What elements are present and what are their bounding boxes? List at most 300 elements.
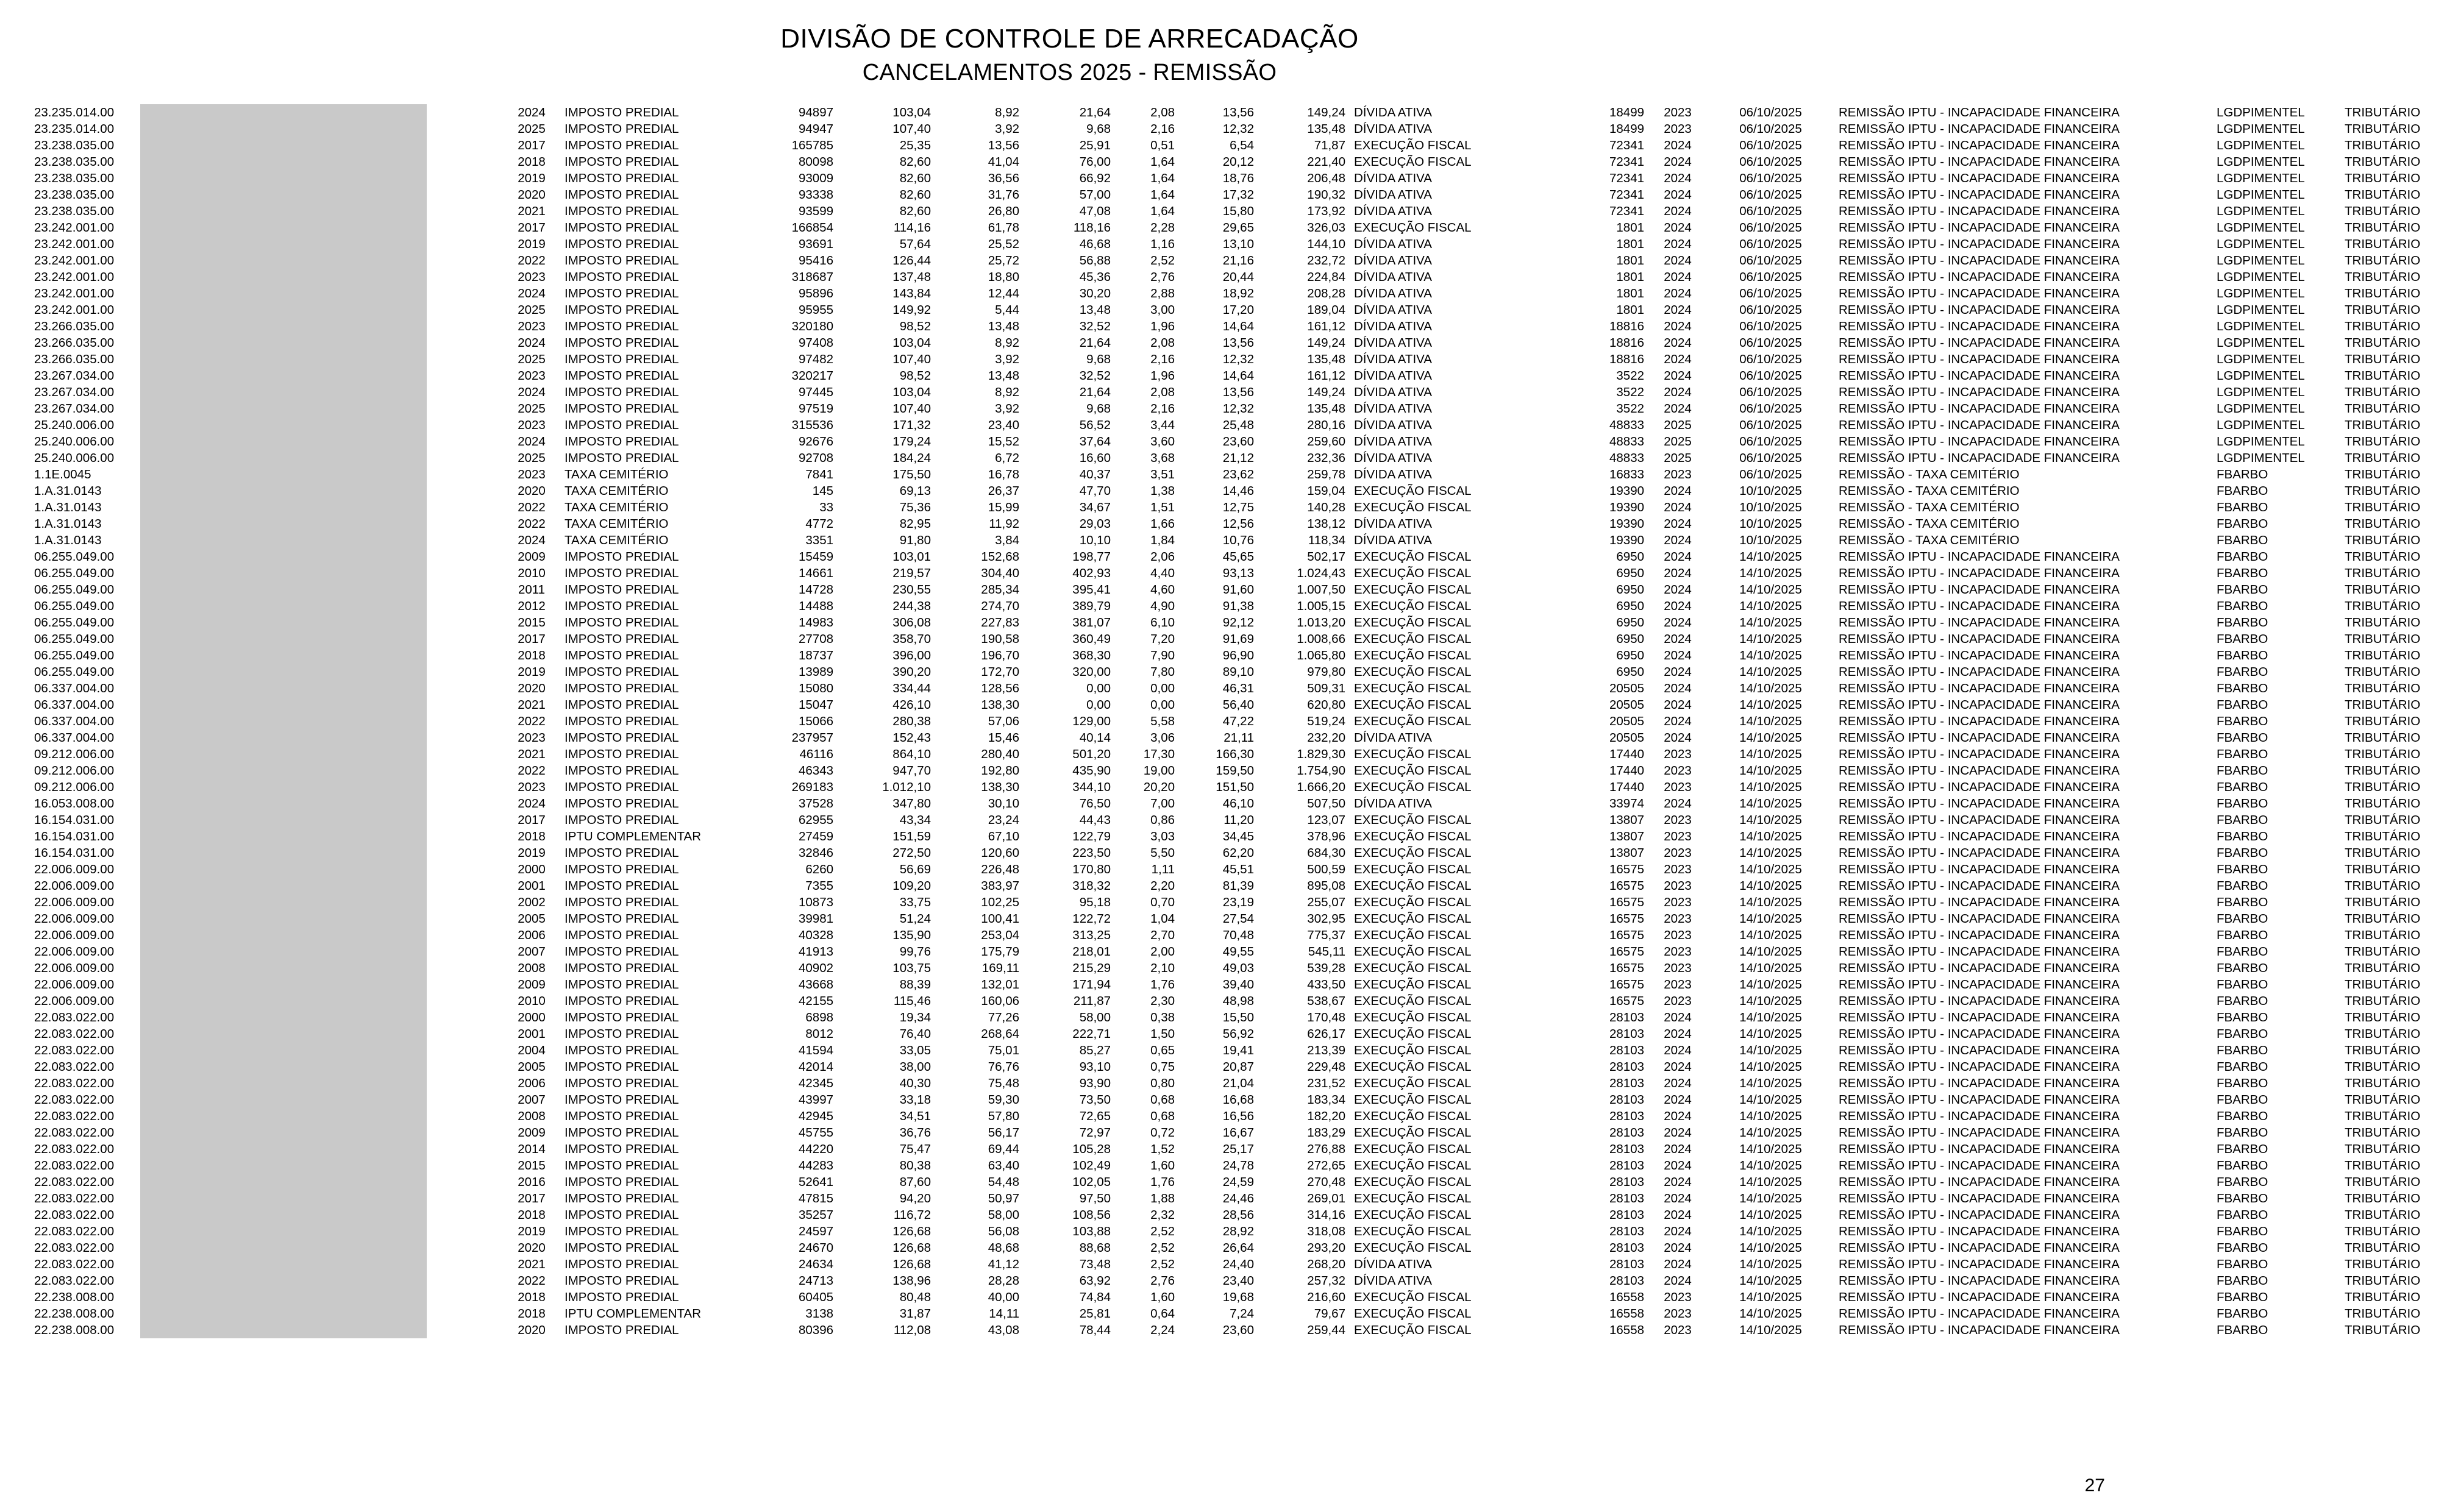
cell-motivo: REMISSÃO IPTU - INCAPACIDADE FINANCEIRA [1839,1273,2120,1288]
cell-data: 06/10/2025 [1739,105,1802,119]
cell-valor: 98,52 [899,368,931,383]
cell-exercicio: 2021 [518,697,546,712]
cell-juros: 41,04 [988,154,1019,169]
cell-usuario: FBARBO [2217,878,2268,893]
cell-valor: 31,87 [899,1306,931,1321]
cell-juros: 61,78 [988,220,1019,235]
cell-spacer [458,1322,501,1338]
cell-natureza: TRIBUTÁRIO [2345,401,2421,416]
cell-motivo: REMISSÃO IPTU - INCAPACIDADE FINANCEIRA [1839,763,2120,778]
cell-total: 318,08 [1307,1224,1345,1238]
cell-juros: 63,40 [988,1158,1019,1173]
cell-tributo: IMPOSTO PREDIAL [565,796,679,811]
cell-total: 519,24 [1307,714,1345,728]
cell-documento: 97519 [798,401,833,416]
cell-multa: 73,50 [1079,1092,1111,1107]
cell-data: 14/10/2025 [1739,1158,1802,1173]
cell-inscricao: 1.A.31.0143 [34,516,102,531]
cell-juros: 56,08 [988,1224,1019,1238]
cell-documento: 24634 [798,1257,833,1271]
cell-spacer [458,1256,501,1272]
cell-spacer [458,384,501,400]
cell-usuario: FBARBO [2217,730,2268,745]
cell-inscricao: 06.255.049.00 [34,615,115,630]
cell-usuario: FBARBO [2217,566,2268,580]
cell-documento: 14661 [798,566,833,580]
cell-spacer [458,104,501,121]
cell-taxa: 28,92 [1222,1224,1254,1238]
cell-situacao: DÍVIDA ATIVA [1354,286,1432,300]
cell-tributo: IMPOSTO PREDIAL [565,1174,679,1189]
cell-data: 14/10/2025 [1739,1076,1802,1090]
cell-inscricao: 06.255.049.00 [34,631,115,646]
cell-multa: 25,81 [1079,1306,1111,1321]
cell-tributo: IMPOSTO PREDIAL [565,681,679,695]
cell-inscricao: 23.242.001.00 [34,302,115,317]
cell-situacao: EXECUÇÃO FISCAL [1354,220,1472,235]
cell-taxa: 25,48 [1222,417,1254,432]
cell-situacao: EXECUÇÃO FISCAL [1354,631,1472,646]
cell-valor: 87,60 [899,1174,931,1189]
cell-inscricao: 22.083.022.00 [34,1092,115,1107]
cell-total: 293,20 [1307,1240,1345,1255]
cell-taxa: 21,12 [1222,450,1254,465]
cell-total: 123,07 [1307,812,1345,827]
cell-multa: 318,32 [1072,878,1111,893]
cell-juros: 383,97 [981,878,1019,893]
cell-total: 257,32 [1307,1273,1345,1288]
cell-natureza: TRIBUTÁRIO [2345,236,2421,251]
cell-processo: 18816 [1609,319,1644,333]
cell-valor: 33,18 [899,1092,931,1107]
cell-spacer [458,1223,501,1240]
cell-taxa: 93,13 [1222,566,1254,580]
cell-motivo: REMISSÃO IPTU - INCAPACIDADE FINANCEIRA [1839,928,2120,942]
cell-data: 14/10/2025 [1739,829,1802,843]
cell-documento: 10873 [798,895,833,909]
cell-inscricao: 09.212.006.00 [34,763,115,778]
cell-taxa: 21,16 [1222,253,1254,268]
cell-juros: 3,92 [995,352,1019,366]
cell-tributo: IMPOSTO PREDIAL [565,236,679,251]
cell-processo: 16575 [1609,928,1644,942]
cell-motivo: REMISSÃO IPTU - INCAPACIDADE FINANCEIRA [1839,1026,2120,1041]
cell-inscricao: 06.337.004.00 [34,714,115,728]
cell-tributo: IMPOSTO PREDIAL [565,220,679,235]
cell-ano: 2023 [1664,993,1692,1008]
cell-multa: 40,14 [1079,730,1111,745]
cell-ano: 2023 [1664,1306,1692,1321]
cell-situacao: EXECUÇÃO FISCAL [1354,681,1472,695]
cell-taxa: 20,87 [1222,1059,1254,1074]
cell-taxa: 166,30 [1216,747,1254,761]
cell-valor: 107,40 [892,401,931,416]
cell-documento: 165785 [791,138,833,152]
cell-total: 433,50 [1307,977,1345,992]
cell-multa: 34,67 [1079,500,1111,514]
cell-taxa: 49,03 [1222,960,1254,975]
cell-inscricao: 22.006.009.00 [34,977,115,992]
cell-documento: 27708 [798,631,833,646]
cell-exercicio: 2007 [518,1092,546,1107]
cell-total: 140,28 [1307,500,1345,514]
cell-ano: 2024 [1664,319,1692,333]
cell-data: 06/10/2025 [1739,269,1802,284]
cell-documento: 97408 [798,335,833,350]
cell-motivo: REMISSÃO IPTU - INCAPACIDADE FINANCEIRA [1839,368,2120,383]
cell-tributo: IMPOSTO PREDIAL [565,1290,679,1304]
cell-total: 182,20 [1307,1109,1345,1123]
cell-tributo: IMPOSTO PREDIAL [565,1010,679,1024]
cell-juros: 11,92 [989,516,1019,531]
cell-ano: 2023 [1664,779,1692,794]
cell-usuario: LGDPIMENTEL [2217,121,2305,136]
cell-data: 14/10/2025 [1739,1109,1802,1123]
cell-correcao: 3,44 [1150,417,1175,432]
cell-multa: 360,49 [1072,631,1111,646]
cell-valor: 33,05 [899,1043,931,1057]
cell-natureza: TRIBUTÁRIO [2345,1076,2421,1090]
cell-usuario: LGDPIMENTEL [2217,335,2305,350]
cell-multa: 40,37 [1079,467,1111,481]
cell-correcao: 20,20 [1143,779,1175,794]
cell-inscricao: 22.238.008.00 [34,1290,115,1304]
cell-inscricao: 23.242.001.00 [34,220,115,235]
cell-valor: 334,44 [892,681,931,695]
cell-spacer [458,894,501,910]
cell-situacao: DÍVIDA ATIVA [1354,796,1432,811]
cell-usuario: FBARBO [2217,1322,2268,1337]
cell-correcao: 0,68 [1150,1109,1175,1123]
cell-total: 206,48 [1307,171,1345,185]
cell-documento: 3138 [805,1306,833,1321]
cell-exercicio: 2023 [518,269,546,284]
cell-correcao: 0,68 [1150,1092,1175,1107]
cell-natureza: TRIBUTÁRIO [2345,960,2421,975]
cell-data: 14/10/2025 [1739,648,1802,662]
cell-correcao: 1,38 [1150,483,1175,498]
cell-usuario: FBARBO [2217,1010,2268,1024]
cell-taxa: 159,50 [1216,763,1254,778]
cell-ano: 2023 [1664,467,1692,481]
cell-juros: 77,26 [988,1010,1019,1024]
cell-correcao: 7,90 [1150,648,1175,662]
cell-exercicio: 2019 [518,845,546,860]
cell-natureza: TRIBUTÁRIO [2345,1158,2421,1173]
cell-valor: 396,00 [892,648,931,662]
cell-data: 06/10/2025 [1739,319,1802,333]
cell-exercicio: 2017 [518,631,546,646]
cell-total: 1.007,50 [1297,582,1345,597]
cell-natureza: TRIBUTÁRIO [2345,1240,2421,1255]
cell-natureza: TRIBUTÁRIO [2345,615,2421,630]
cell-total: 173,92 [1307,204,1345,218]
cell-tributo: TAXA CEMITÉRIO [565,483,669,498]
cell-total: 135,48 [1307,121,1345,136]
cell-juros: 54,48 [988,1174,1019,1189]
cell-correcao: 2,76 [1150,269,1175,284]
cell-exercicio: 2025 [518,302,546,317]
cell-motivo: REMISSÃO IPTU - INCAPACIDADE FINANCEIRA [1839,598,2120,613]
cell-motivo: REMISSÃO IPTU - INCAPACIDADE FINANCEIRA [1839,1109,2120,1123]
cell-tributo: IMPOSTO PREDIAL [565,615,679,630]
cell-documento: 95955 [798,302,833,317]
cell-juros: 196,70 [981,648,1019,662]
cell-exercicio: 2006 [518,1076,546,1090]
cell-inscricao: 06.337.004.00 [34,681,115,695]
cell-tributo: IMPOSTO PREDIAL [565,1092,679,1107]
cell-situacao: EXECUÇÃO FISCAL [1354,1191,1472,1205]
cell-data: 06/10/2025 [1739,417,1802,432]
cell-inscricao: 22.006.009.00 [34,878,115,893]
cell-spacer [458,1124,501,1141]
cell-usuario: LGDPIMENTEL [2217,253,2305,268]
cell-correcao: 17,30 [1143,747,1175,761]
cell-multa: 57,00 [1079,187,1111,202]
cell-exercicio: 2018 [518,1306,546,1321]
cell-natureza: TRIBUTÁRIO [2345,253,2421,268]
cell-taxa: 7,24 [1230,1306,1254,1321]
cell-data: 06/10/2025 [1739,236,1802,251]
cell-taxa: 70,48 [1222,928,1254,942]
cell-taxa: 16,67 [1222,1125,1254,1140]
cell-usuario: LGDPIMENTEL [2217,286,2305,300]
cell-multa: 108,56 [1072,1207,1111,1222]
cell-juros: 128,56 [981,681,1019,695]
cell-correcao: 1,04 [1150,911,1175,926]
cell-documento: 39981 [798,911,833,926]
cell-situacao: EXECUÇÃO FISCAL [1354,615,1472,630]
cell-exercicio: 2018 [518,1207,546,1222]
cell-spacer [458,1042,501,1059]
cell-spacer [458,1091,501,1108]
cell-documento: 46116 [799,747,833,761]
cell-correcao: 1,76 [1150,977,1175,992]
cell-ano: 2024 [1664,796,1692,811]
cell-data: 10/10/2025 [1739,533,1802,547]
cell-tributo: IMPOSTO PREDIAL [565,417,679,432]
cell-processo: 16575 [1609,993,1644,1008]
cell-usuario: FBARBO [2217,895,2268,909]
cell-exercicio: 2012 [518,598,546,613]
cell-juros: 69,44 [988,1141,1019,1156]
cell-motivo: REMISSÃO IPTU - INCAPACIDADE FINANCEIRA [1839,319,2120,333]
cell-valor: 149,92 [892,302,931,317]
cell-processo: 28103 [1609,1076,1644,1090]
cell-inscricao: 23.267.034.00 [34,368,115,383]
cell-total: 1.013,20 [1297,615,1345,630]
cell-valor: 115,46 [893,993,931,1008]
cell-motivo: REMISSÃO IPTU - INCAPACIDADE FINANCEIRA [1839,582,2120,597]
cell-correcao: 4,60 [1150,582,1175,597]
cell-taxa: 24,40 [1222,1257,1254,1271]
cell-inscricao: 23.242.001.00 [34,236,115,251]
cell-valor: 171,32 [892,417,931,432]
cell-processo: 28103 [1609,1109,1644,1123]
cell-multa: 56,88 [1079,253,1111,268]
cell-documento: 35257 [798,1207,833,1222]
cell-valor: 75,47 [899,1141,931,1156]
cell-total: 302,95 [1307,911,1345,926]
cell-usuario: FBARBO [2217,977,2268,992]
cell-exercicio: 2005 [518,911,546,926]
cell-exercicio: 2018 [518,648,546,662]
cell-usuario: FBARBO [2217,1158,2268,1173]
cell-valor: 56,69 [899,862,931,876]
cell-valor: 306,08 [892,615,931,630]
cell-valor: 103,01 [892,549,931,564]
cell-total: 232,20 [1307,730,1345,745]
cell-inscricao: 22.006.009.00 [34,944,115,959]
cell-processo: 6950 [1616,631,1644,646]
cell-data: 06/10/2025 [1739,385,1802,399]
cell-spacer [458,1157,501,1174]
cell-inscricao: 06.255.049.00 [34,598,115,613]
cell-documento: 95896 [798,286,833,300]
cell-juros: 274,70 [981,598,1019,613]
cell-situacao: DÍVIDA ATIVA [1354,1257,1432,1271]
cell-data: 14/10/2025 [1739,549,1802,564]
cell-documento: 7355 [805,878,833,893]
cell-multa: 103,88 [1072,1224,1111,1238]
cell-processo: 72341 [1609,204,1644,218]
cell-motivo: REMISSÃO IPTU - INCAPACIDADE FINANCEIRA [1839,1240,2120,1255]
cell-correcao: 2,16 [1150,121,1175,136]
cell-exercicio: 2007 [518,944,546,959]
cell-ano: 2024 [1664,236,1692,251]
cell-motivo: REMISSÃO IPTU - INCAPACIDADE FINANCEIRA [1839,302,2120,317]
cell-total: 626,17 [1307,1026,1345,1041]
cell-spacer [458,302,501,318]
cell-exercicio: 2006 [518,928,546,942]
cell-valor: 184,24 [892,450,931,465]
cell-documento: 41913 [798,944,833,959]
cell-usuario: FBARBO [2217,697,2268,712]
cell-correcao: 1,64 [1150,154,1175,169]
cell-motivo: REMISSÃO IPTU - INCAPACIDADE FINANCEIRA [1839,1306,2120,1321]
cell-data: 10/10/2025 [1739,516,1802,531]
cell-exercicio: 2024 [518,286,546,300]
cell-tributo: IMPOSTO PREDIAL [565,977,679,992]
cell-processo: 28103 [1609,1026,1644,1041]
cell-correcao: 1,51 [1150,500,1175,514]
redacted-column-overlay [140,104,427,1338]
cell-valor: 135,90 [892,928,931,942]
cell-tributo: IMPOSTO PREDIAL [565,747,679,761]
cell-data: 14/10/2025 [1739,895,1802,909]
cell-situacao: EXECUÇÃO FISCAL [1354,1224,1472,1238]
cell-natureza: TRIBUTÁRIO [2345,516,2421,531]
cell-documento: 93338 [798,187,833,202]
cell-usuario: FBARBO [2217,1076,2268,1090]
cell-valor: 272,50 [892,845,931,860]
cell-taxa: 13,56 [1222,335,1254,350]
cell-correcao: 19,00 [1143,763,1175,778]
cell-ano: 2025 [1664,450,1692,465]
cell-exercicio: 2021 [518,747,546,761]
cell-juros: 30,10 [988,796,1019,811]
cell-usuario: FBARBO [2217,1224,2268,1238]
cell-spacer [458,647,501,664]
cell-inscricao: 23.266.035.00 [34,319,115,333]
cell-tributo: IMPOSTO PREDIAL [565,450,679,465]
cell-correcao: 0,80 [1150,1076,1175,1090]
cell-total: 378,96 [1307,829,1345,843]
cell-taxa: 16,56 [1222,1109,1254,1123]
cell-valor: 99,76 [899,944,931,959]
cell-juros: 8,92 [995,335,1019,350]
cell-multa: 21,64 [1079,385,1111,399]
cell-correcao: 1,52 [1150,1141,1175,1156]
cell-natureza: TRIBUTÁRIO [2345,1306,2421,1321]
cell-spacer [458,762,501,779]
cell-processo: 28103 [1609,1273,1644,1288]
cell-natureza: TRIBUTÁRIO [2345,286,2421,300]
cell-usuario: LGDPIMENTEL [2217,187,2305,202]
cell-processo: 16575 [1609,878,1644,893]
cell-correcao: 0,75 [1150,1059,1175,1074]
cell-ano: 2023 [1664,911,1692,926]
cell-inscricao: 06.255.049.00 [34,664,115,679]
cell-valor: 358,70 [892,631,931,646]
cell-processo: 28103 [1609,1224,1644,1238]
cell-ano: 2024 [1664,368,1692,383]
cell-motivo: REMISSÃO IPTU - INCAPACIDADE FINANCEIRA [1839,286,2120,300]
cell-situacao: EXECUÇÃO FISCAL [1354,648,1472,662]
cell-exercicio: 2021 [518,204,546,218]
cell-natureza: TRIBUTÁRIO [2345,269,2421,284]
cell-inscricao: 06.337.004.00 [34,730,115,745]
cell-processo: 20505 [1609,714,1644,728]
cell-inscricao: 22.083.022.00 [34,1125,115,1140]
cell-usuario: LGDPIMENTEL [2217,105,2305,119]
cell-juros: 67,10 [988,829,1019,843]
cell-situacao: EXECUÇÃO FISCAL [1354,1092,1472,1107]
cell-valor: 103,75 [892,960,931,975]
cell-usuario: LGDPIMENTEL [2217,385,2305,399]
cell-data: 14/10/2025 [1739,582,1802,597]
cell-data: 14/10/2025 [1739,1141,1802,1156]
cell-natureza: TRIBUTÁRIO [2345,566,2421,580]
cell-situacao: EXECUÇÃO FISCAL [1354,549,1472,564]
cell-processo: 28103 [1609,1240,1644,1255]
cell-data: 06/10/2025 [1739,187,1802,202]
cell-exercicio: 2024 [518,434,546,449]
cell-processo: 16575 [1609,911,1644,926]
cell-documento: 40328 [798,928,833,942]
cell-motivo: REMISSÃO IPTU - INCAPACIDADE FINANCEIRA [1839,1322,2120,1337]
cell-tributo: IMPOSTO PREDIAL [565,779,679,794]
cell-multa: 129,00 [1072,714,1111,728]
cell-multa: 313,25 [1072,928,1111,942]
cell-total: 161,12 [1307,368,1345,383]
cell-exercicio: 2021 [518,1257,546,1271]
cell-natureza: TRIBUTÁRIO [2345,549,2421,564]
cell-processo: 19390 [1609,516,1644,531]
cell-taxa: 45,65 [1222,549,1254,564]
cell-situacao: DÍVIDA ATIVA [1354,533,1432,547]
cell-total: 183,29 [1307,1125,1345,1140]
cell-ano: 2023 [1664,960,1692,975]
cell-usuario: FBARBO [2217,1191,2268,1205]
cell-valor: 103,04 [892,335,931,350]
cell-motivo: REMISSÃO IPTU - INCAPACIDADE FINANCEIRA [1839,812,2120,827]
cell-tributo: IMPOSTO PREDIAL [565,1224,679,1238]
cell-total: 269,01 [1307,1191,1345,1205]
cell-data: 10/10/2025 [1739,483,1802,498]
cell-exercicio: 2015 [518,1158,546,1173]
cell-correcao: 2,70 [1150,928,1175,942]
